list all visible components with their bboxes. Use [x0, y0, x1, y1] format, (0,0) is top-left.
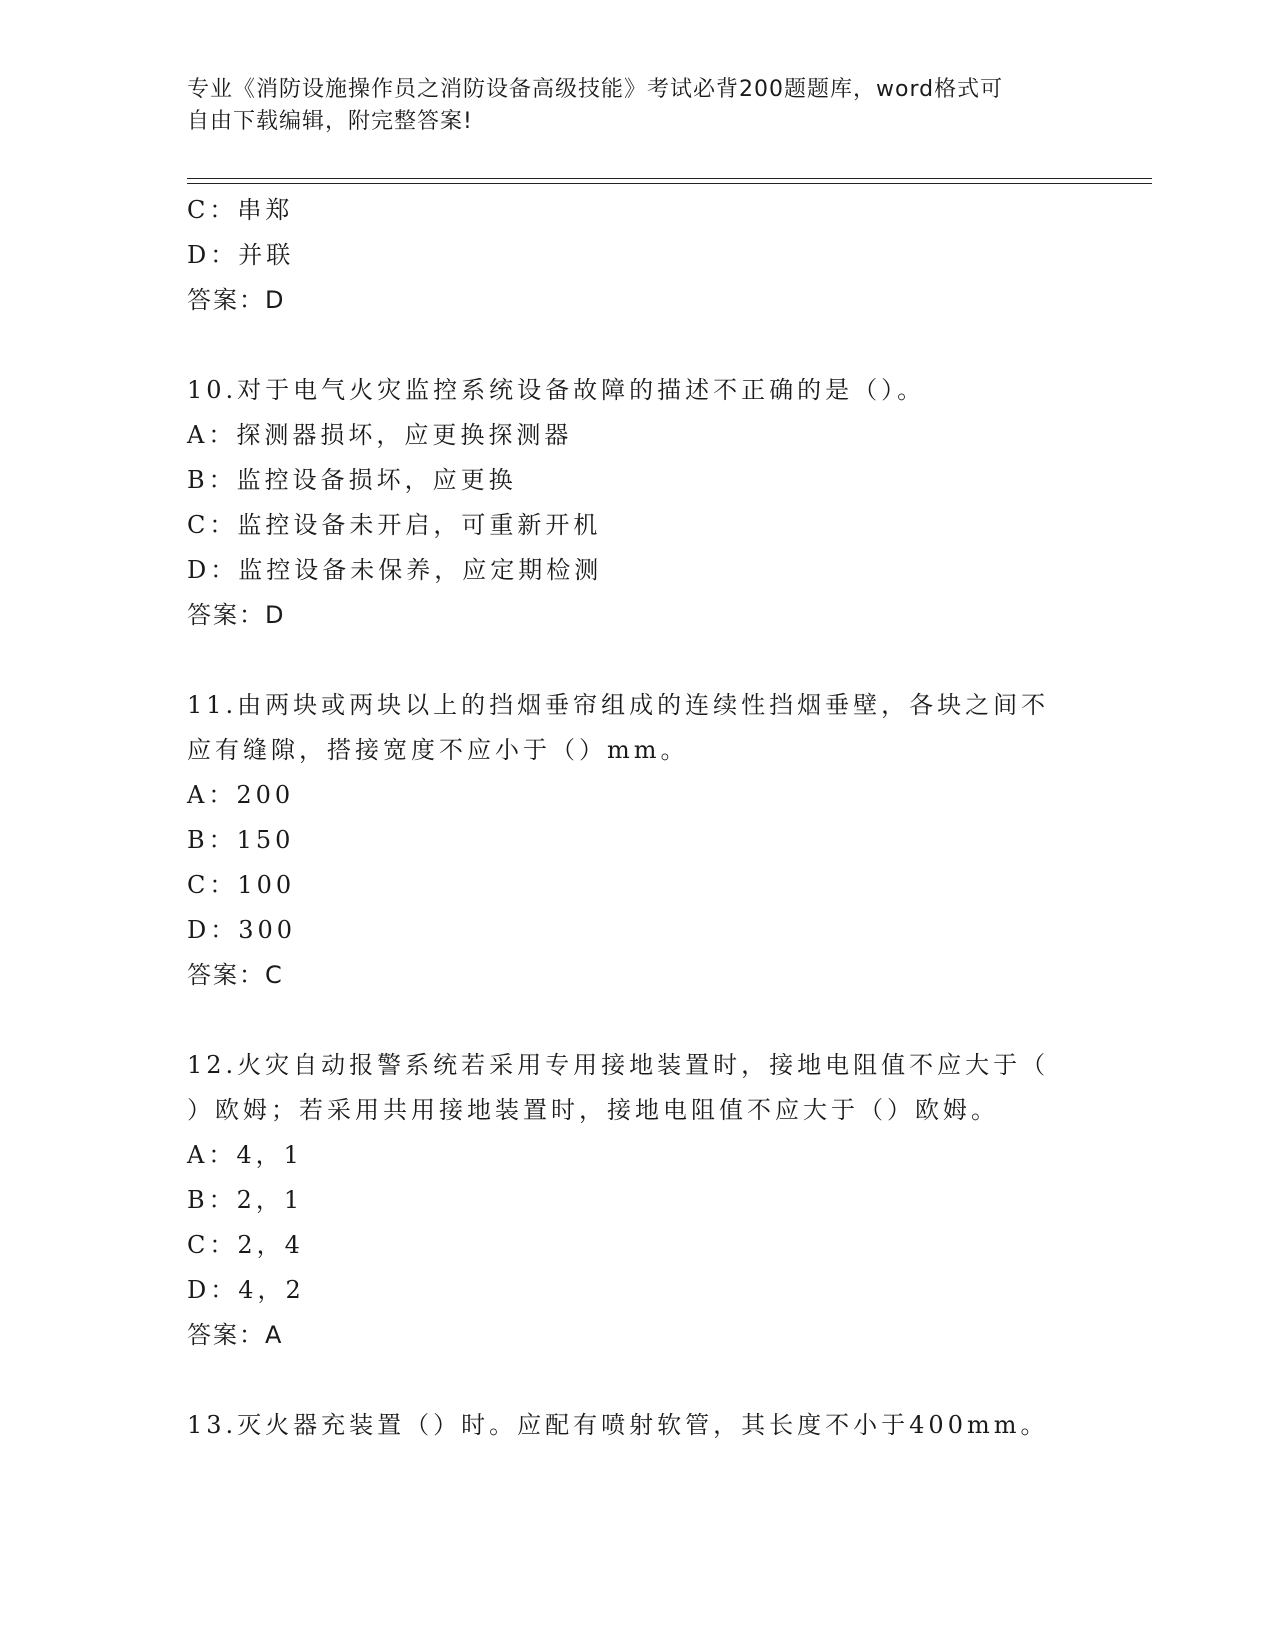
q11-option-b: B：150: [187, 826, 295, 854]
q9-option-c: C：串郑: [187, 196, 294, 224]
q12-answer: 答案：A: [187, 1321, 284, 1349]
header-line-1: 专业《消防设施操作员之消防设备高级技能》考试必背200题题库，word格式可: [187, 77, 1004, 102]
q12-stem-line-1: 12.火灾自动报警系统若采用专用接地装置时，接地电阻值不应大于（: [187, 1051, 1050, 1079]
q11-option-c: C：100: [187, 871, 296, 899]
q12-option-d: D：4，2: [187, 1276, 305, 1304]
q11-answer: 答案：C: [187, 961, 284, 989]
q10-stem: 10.对于电气火灾监控系统设备故障的描述不正确的是（）。: [187, 376, 926, 404]
q12-option-c: C：2，4: [187, 1231, 304, 1259]
q11-option-d: D：300: [187, 916, 297, 944]
q11-stem-line-1: 11.由两块或两块以上的挡烟垂帘组成的连续性挡烟垂壁，各块之间不: [187, 691, 1050, 719]
header-divider-bottom: [187, 183, 1152, 184]
q9-answer: 答案：D: [187, 286, 286, 314]
q11-option-a: A：200: [187, 781, 295, 809]
q10-option-c: C：监控设备未开启，可重新开机: [187, 511, 602, 539]
document-header: [187, 74, 1087, 138]
q11-stem-line-2: 应有缝隙，搭接宽度不应小于（）mm。: [187, 736, 689, 764]
header-line-2: 自由下载编辑，附完整答案!: [187, 109, 473, 134]
q13-stem: 13.灭火器充装置（）时。应配有喷射软管，其长度不小于400mm。: [187, 1411, 1049, 1439]
q10-answer: 答案：D: [187, 601, 286, 629]
q12-option-b: B：2，1: [187, 1186, 304, 1214]
q12-option-a: A：4，1: [187, 1141, 303, 1169]
q12-stem-line-2: ）欧姆；若采用共用接地装置时，接地电阻值不应大于（）欧姆。: [187, 1096, 999, 1124]
q9-option-d: D：并联: [187, 241, 295, 269]
header-divider-top: [187, 178, 1152, 179]
q10-option-b: B：监控设备损坏，应更换: [187, 466, 517, 494]
q10-option-a: A：探测器损坏，应更换探测器: [187, 421, 573, 449]
q10-option-d: D：监控设备未保养，应定期检测: [187, 556, 603, 584]
